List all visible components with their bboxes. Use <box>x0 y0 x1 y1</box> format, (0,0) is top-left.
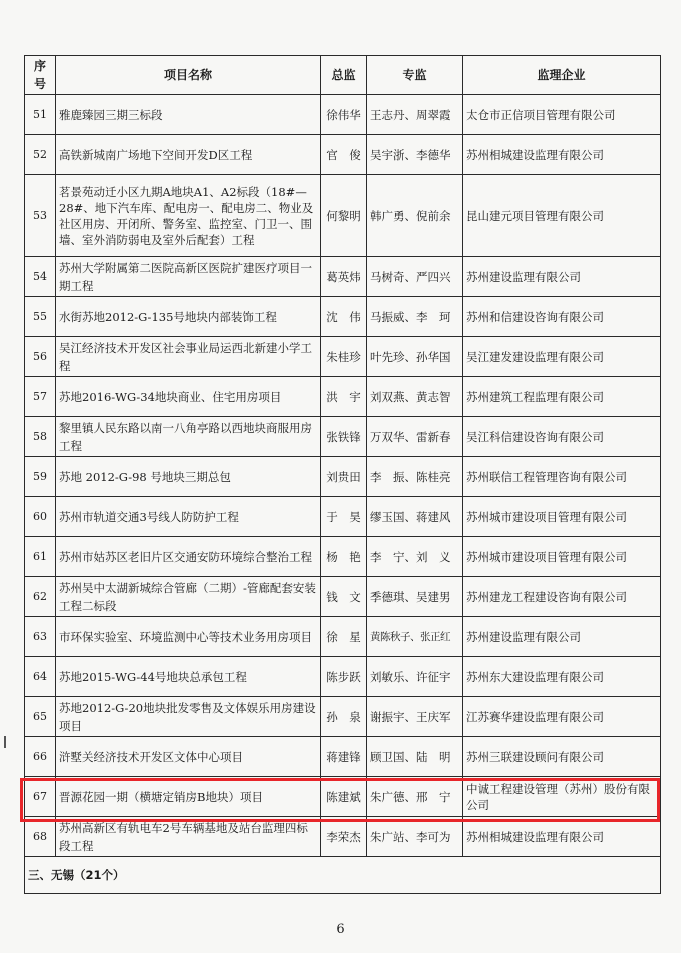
chief-supervisor: 钱 文 <box>321 577 367 617</box>
header-project-name: 项目名称 <box>56 56 321 95</box>
table-row <box>25 417 661 457</box>
row-number: 60 <box>25 497 56 537</box>
project-name: 苏州市姑苏区老旧片区交通安防环境综合整治工程 <box>56 537 321 577</box>
header-chief-supervisor: 总监 <box>321 56 367 95</box>
supervision-firm: 苏州东大建设监理有限公司 <box>463 657 661 697</box>
project-name: 苏地2015-WG-44号地块总承包工程 <box>56 657 321 697</box>
row-number: 66 <box>25 737 56 777</box>
specialist-supervisors: 刘双燕、黄志智 <box>367 377 463 417</box>
table-row <box>25 537 661 577</box>
chief-supervisor: 刘贵田 <box>321 457 367 497</box>
table-row <box>25 457 661 497</box>
row-number: 65 <box>25 697 56 737</box>
project-name: 苏地2012-G-20地块批发零售及文体娱乐用房建设项目 <box>56 697 321 737</box>
table-row <box>25 617 661 657</box>
supervision-firm: 中诚工程建设管理（苏州）股份有限公司 <box>463 777 661 817</box>
specialist-supervisors: 刘敏乐、许征宇 <box>367 657 463 697</box>
supervision-firm: 苏州三联建设顾问有限公司 <box>463 737 661 777</box>
chief-supervisor: 洪 宇 <box>321 377 367 417</box>
header-serial-number: 序 号 <box>25 56 56 95</box>
row-number: 68 <box>25 817 56 857</box>
chief-supervisor: 于 昊 <box>321 497 367 537</box>
specialist-supervisors: 王志丹、周翠霞 <box>367 95 463 135</box>
supervision-firm: 吴江建发建设监理有限公司 <box>463 337 661 377</box>
supervision-firm: 苏州相城建设监理有限公司 <box>463 135 661 175</box>
supervision-firm: 苏州和信建设咨询有限公司 <box>463 297 661 337</box>
table-row <box>25 257 661 297</box>
specialist-supervisors: 马树奇、严四兴 <box>367 257 463 297</box>
chief-supervisor: 何黎明 <box>321 175 367 257</box>
supervision-firm: 江苏赛华建设监理有限公司 <box>463 697 661 737</box>
table-row <box>25 337 661 377</box>
specialist-supervisors: 马振威、李 珂 <box>367 297 463 337</box>
supervision-firm: 苏州联信工程管理咨询有限公司 <box>463 457 661 497</box>
row-number: 51 <box>25 95 56 135</box>
table-row-highlighted <box>25 777 661 817</box>
table-row <box>25 817 661 857</box>
project-name: 茗景苑动迁小区九期A地块A1、A2标段（18#—28#、地下汽车库、配电房一、配电房二、物业及社区用房、开闭所、警务室、监控室、门卫一、围墙、室外消防弱电及室外后配套）工程 <box>56 175 321 257</box>
row-number: 52 <box>25 135 56 175</box>
supervision-firm: 太仓市正信项目管理有限公司 <box>463 95 661 135</box>
row-number: 62 <box>25 577 56 617</box>
specialist-supervisors: 韩广勇、倪前余 <box>367 175 463 257</box>
specialist-supervisors: 叶先珍、孙华国 <box>367 337 463 377</box>
chief-supervisor: 沈 伟 <box>321 297 367 337</box>
project-name: 水街苏地2012-G-135号地块内部装饰工程 <box>56 297 321 337</box>
specialist-supervisors: 朱广站、李可为 <box>367 817 463 857</box>
table-row <box>25 95 661 135</box>
row-number: 58 <box>25 417 56 457</box>
table-row <box>25 497 661 537</box>
chief-supervisor: 官 俊 <box>321 135 367 175</box>
table-row <box>25 135 661 175</box>
supervision-firm: 苏州建筑工程监理有限公司 <box>463 377 661 417</box>
project-name: 晋源花园一期（横塘定销房B地块）项目 <box>56 777 321 817</box>
chief-supervisor: 陈步跃 <box>321 657 367 697</box>
supervision-project-table <box>24 55 661 894</box>
chief-supervisor: 陈建斌 <box>321 777 367 817</box>
specialist-supervisors: 李 宁、刘 义 <box>367 537 463 577</box>
supervision-firm: 苏州建龙工程建设咨询有限公司 <box>463 577 661 617</box>
row-number: 67 <box>25 777 56 817</box>
project-name: 浒墅关经济技术开发区文体中心项目 <box>56 737 321 777</box>
table-row <box>25 297 661 337</box>
section-heading-wuxi: 三、无锡（21个） <box>25 857 661 894</box>
row-number: 63 <box>25 617 56 657</box>
specialist-supervisors: 季德琪、吴建男 <box>367 577 463 617</box>
specialist-supervisors: 朱广德、邢 宁 <box>367 777 463 817</box>
chief-supervisor: 葛英炜 <box>321 257 367 297</box>
specialist-supervisors: 吴宇浙、李德华 <box>367 135 463 175</box>
project-name: 黎里镇人民东路以南一八角亭路以西地块商服用房工程 <box>56 417 321 457</box>
chief-supervisor: 蒋建锋 <box>321 737 367 777</box>
specialist-supervisors: 缪玉国、蒋建风 <box>367 497 463 537</box>
table-row <box>25 577 661 617</box>
chief-supervisor: 朱桂珍 <box>321 337 367 377</box>
project-name: 雅鹿臻园三期三标段 <box>56 95 321 135</box>
project-name: 市环保实验室、环境监测中心等技术业务用房项目 <box>56 617 321 657</box>
specialist-supervisors: 顾卫国、陆 明 <box>367 737 463 777</box>
row-number: 53 <box>25 175 56 257</box>
table-row <box>25 657 661 697</box>
chief-supervisor: 张铁锋 <box>321 417 367 457</box>
specialist-supervisors: 李 振、陈桂亮 <box>367 457 463 497</box>
supervision-firm: 苏州建设监理有限公司 <box>463 257 661 297</box>
section-row <box>25 857 661 894</box>
project-name: 苏地 2012-G-98 号地块三期总包 <box>56 457 321 497</box>
table-row <box>25 697 661 737</box>
margin-mark <box>4 736 6 748</box>
table-row <box>25 175 661 257</box>
supervision-firm: 苏州城市建设项目管理有限公司 <box>463 497 661 537</box>
row-number: 59 <box>25 457 56 497</box>
specialist-supervisors: 黄陈秋子、张正红 <box>367 617 463 657</box>
project-name: 苏地2016-WG-34地块商业、住宅用房项目 <box>56 377 321 417</box>
project-name: 苏州高新区有轨电车2号车辆基地及站台监理四标段工程 <box>56 817 321 857</box>
supervision-firm: 苏州城市建设项目管理有限公司 <box>463 537 661 577</box>
chief-supervisor: 李荣杰 <box>321 817 367 857</box>
chief-supervisor: 徐 星 <box>321 617 367 657</box>
project-name: 吴江经济技术开发区社会事业局运西北新建小学工程 <box>56 337 321 377</box>
table-row <box>25 377 661 417</box>
row-number: 56 <box>25 337 56 377</box>
header-specialist-supervisor: 专监 <box>367 56 463 95</box>
row-number: 57 <box>25 377 56 417</box>
specialist-supervisors: 万双华、雷新春 <box>367 417 463 457</box>
row-number: 55 <box>25 297 56 337</box>
row-number: 61 <box>25 537 56 577</box>
project-name: 苏州大学附属第二医院高新区医院扩建医疗项目一期工程 <box>56 257 321 297</box>
table-header-row <box>25 56 661 95</box>
table-row <box>25 737 661 777</box>
chief-supervisor: 徐伟华 <box>321 95 367 135</box>
chief-supervisor: 杨 艳 <box>321 537 367 577</box>
chief-supervisor: 孙 泉 <box>321 697 367 737</box>
project-name: 苏州市轨道交通3号线人防防护工程 <box>56 497 321 537</box>
page-number: 6 <box>336 922 345 937</box>
specialist-supervisors: 谢振宇、王庆军 <box>367 697 463 737</box>
row-number: 54 <box>25 257 56 297</box>
supervision-firm: 昆山建元项目管理有限公司 <box>463 175 661 257</box>
project-name: 苏州吴中太湖新城综合管廊（二期）-管廊配套安装工程二标段 <box>56 577 321 617</box>
supervision-firm: 苏州建设监理有限公司 <box>463 617 661 657</box>
project-name: 高铁新城南广场地下空间开发D区工程 <box>56 135 321 175</box>
header-supervision-firm: 监理企业 <box>463 56 661 95</box>
row-number: 64 <box>25 657 56 697</box>
supervision-firm: 吴江科信建设咨询有限公司 <box>463 417 661 457</box>
supervision-firm: 苏州相城建设监理有限公司 <box>463 817 661 857</box>
